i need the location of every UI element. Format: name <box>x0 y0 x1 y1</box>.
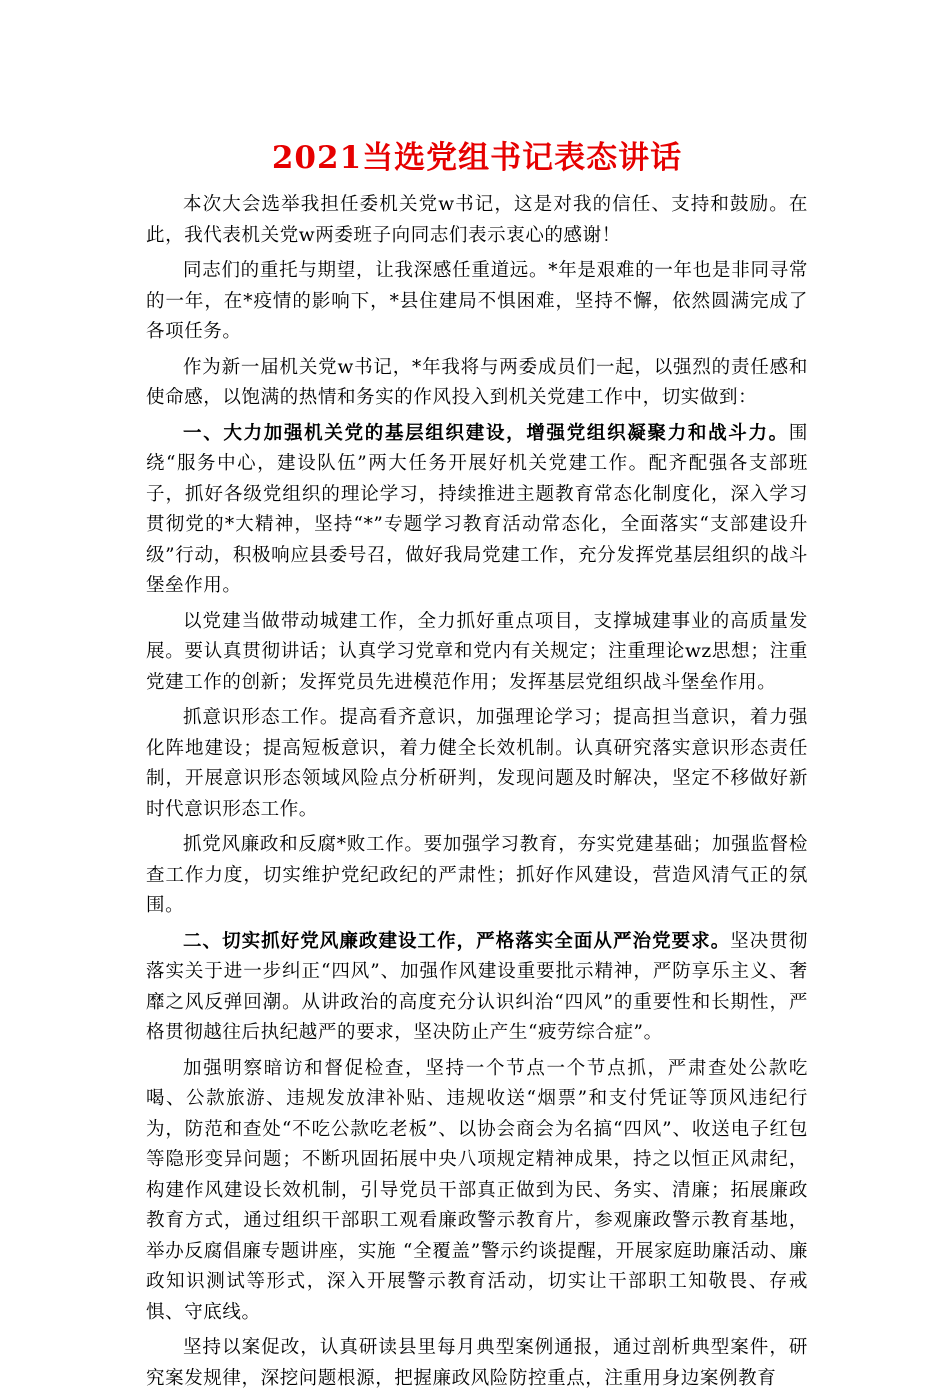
section-1-paragraph <box>146 419 808 602</box>
section-2-paragraph <box>146 927 808 1049</box>
paragraph-10 <box>146 1333 808 1394</box>
paragraph-6 <box>146 703 808 825</box>
paragraph-text: 同志们的重托与期望，让我深感任重道远。*年是艰难的一年也是非同寻常的一年，在*疫情的影响下，*县住建局不惧困难，坚持不懈，依然圆满完成了各项任务。 <box>146 260 808 342</box>
paragraph-text: 本次大会选举我担任委机关党w书记，这是对我的信任、支持和鼓励。在此，我代表机关党w两委班子向同志们表示衷心的感谢！ <box>146 194 808 246</box>
document-title: 2021当选党组书记表态讲话 <box>271 140 683 176</box>
paragraph-text: 围绕“服务中心，建设队伍”两大任务开展好机关党建工作。配齐配强各支部班子，抓好各级党组织的理论学习，持续推进主题教育常态化制度化，深入学习贯彻党的*大精神，坚持“*”专题学习教育活动常态化，全面落实“支部建设升级”行动，积极响应县委号召，做好我局党建工作，充分发挥党基层组织的战斗堡垒作用。 <box>146 422 808 596</box>
paragraph-5 <box>146 607 808 699</box>
paragraph-3 <box>146 353 808 414</box>
paragraph-text: 加强明察暗访和督促检查，坚持一个节点一个节点抓，严肃查处公款吃喝、公款旅游、违规发放津补贴、违规收送“烟票”和支付凭证等顶风违纪行为，防范和查处“不吃公款吃老板”、以协会商会为名搞“四风”、收送电子红包等隐形变异问题；不断巩固拓展中央八项规定精神成果，持之以恒正风肃纪，构建作风建设长效机制，引导党员干部真正做到为民、务实、清廉；拓展廉政教育方式，通过组织干部职工观看廉政警示教育片，参观廉政警示教育基地，举办反腐倡廉专题讲座，实施 “全覆盖”警示约谈提醒，开展家庭助廉活动、廉政知识测试等形式，深入开展警示教育活动，切实让干部职工知敬畏、存戒惧、守底线。 <box>146 1057 808 1323</box>
paragraph-text: 坚决贯彻落实关于进一步纠正“四风”、加强作风建设重要批示精神，严防享乐主义、奢靡之风反弹回潮。从讲政治的高度充分认识纠治“四风”的重要性和长期性，严格贯彻越往后执纪越严的要求，坚决防止产生“疲劳综合症”。 <box>146 930 808 1043</box>
paragraph-text: 以党建当做带动城建工作，全力抓好重点项目，支撑城建事业的高质量发展。要认真贯彻讲话；认真学习党章和党内有关规定；注重理论wz思想；注重党建工作的创新；发挥党员先进模范作用；发挥基层党组织战斗堡垒作用。 <box>146 610 808 693</box>
section-heading-1: 一、大力加强机关党的基层组织建设，增强党组织凝聚力和战斗力。 <box>183 422 789 444</box>
document-page <box>146 138 808 1399</box>
paragraph-7 <box>146 830 808 922</box>
paragraph-1 <box>146 190 808 251</box>
paragraph-text: 抓意识形态工作。提高看齐意识，加强理论学习；提高担当意识，着力强化阵地建设；提高短板意识，着力健全长效机制。认真研究落实意识形态责任制，开展意识形态领域风险点分析研判，发现问题及时解决，坚定不移做好新时代意识形态工作。 <box>146 707 808 820</box>
paragraph-text: 作为新一届机关党w书记，*年我将与两委成员们一起，以强烈的责任感和使命感，以饱满的热情和务实的作风投入到机关党建工作中，切实做到： <box>146 356 808 408</box>
paragraph-9 <box>146 1054 808 1329</box>
section-heading-2: 二、切实抓好党风廉政建设工作，严格落实全面从严治党要求。 <box>183 930 731 952</box>
paragraph-text: 抓党风廉政和反腐*败工作。要加强学习教育，夯实党建基础；加强监督检查工作力度，切实维护党纪政纪的严肃性；抓好作风建设，营造风清气正的氛围。 <box>146 834 808 916</box>
paragraph-text: 坚持以案促改，认真研读县里每月典型案例通报，通过剖析典型案件，研究案发规律，深挖问题根源，把握廉政风险防控重点，注重用身边案例教育 <box>146 1337 808 1389</box>
paragraph-2 <box>146 256 808 348</box>
